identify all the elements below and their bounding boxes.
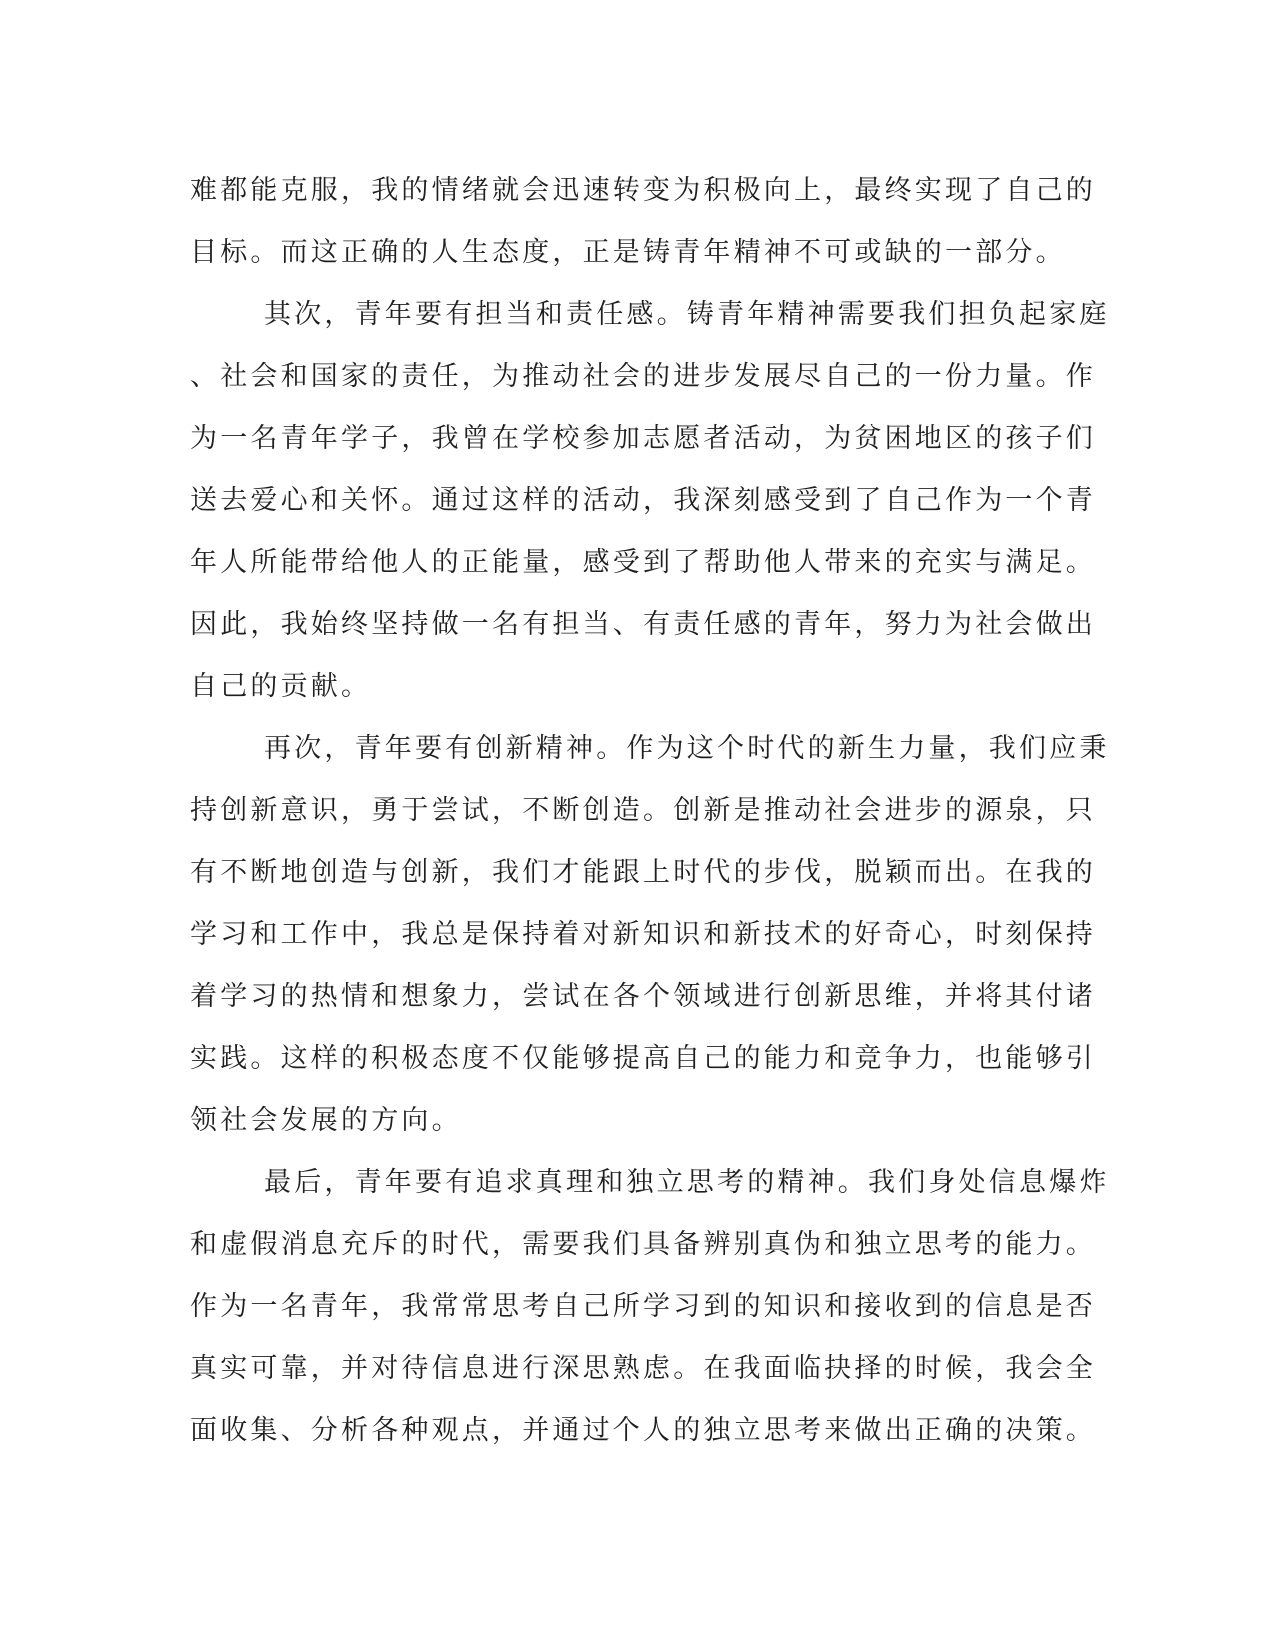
text-line: 目标。而这正确的人生态度，正是铸青年精神不可或缺的一部分。 (190, 237, 1066, 268)
text-line: 有不断地创造与创新，我们才能跟上时代的步伐，脱颖而出。在我的 (190, 857, 1096, 888)
text-line: 因此，我始终坚持做一名有担当、有责任感的青年，努力为社会做出 (190, 609, 1096, 640)
text-line: 自己的贡献。 (190, 671, 372, 702)
paragraph-start-line: 其次，青年要有担当和责任感。铸青年精神需要我们担负起家庭 (264, 299, 1110, 330)
document-body (190, 160, 1110, 1462)
text-line: 持创新意识，勇于尝试，不断创造。创新是推动社会进步的源泉，只 (190, 795, 1096, 826)
text-line: 作为一名青年，我常常思考自己所学习到的知识和接收到的信息是否 (190, 1291, 1096, 1322)
text-line: 、社会和国家的责任，为推动社会的进步发展尽自己的一份力量。作 (190, 361, 1096, 392)
text-line: 领社会发展的方向。 (190, 1105, 462, 1136)
text-line: 着学习的热情和想象力，尝试在各个领域进行创新思维，并将其付诸 (190, 981, 1096, 1012)
text-line: 真实可靠，并对待信息进行深思熟虑。在我面临抉择的时候，我会全 (190, 1353, 1096, 1384)
text-line: 难都能克服，我的情绪就会迅速转变为积极向上，最终实现了自己的 (190, 175, 1096, 206)
text-line: 学习和工作中，我总是保持着对新知识和新技术的好奇心，时刻保持 (190, 919, 1096, 950)
paragraph-start-line: 最后，青年要有追求真理和独立思考的精神。我们身处信息爆炸 (264, 1167, 1110, 1198)
text-line: 和虚假消息充斥的时代，需要我们具备辨别真伪和独立思考的能力。 (190, 1229, 1096, 1260)
text-line: 为一名青年学子，我曾在学校参加志愿者活动，为贫困地区的孩子们 (190, 423, 1096, 454)
text-line: 年人所能带给他人的正能量，感受到了帮助他人带来的充实与满足。 (190, 547, 1096, 578)
paragraph-start-line: 再次，青年要有创新精神。作为这个时代的新生力量，我们应秉 (264, 733, 1110, 764)
text-line: 实践。这样的积极态度不仅能够提高自己的能力和竞争力，也能够引 (190, 1043, 1096, 1074)
text-line: 面收集、分析各种观点，并通过个人的独立思考来做出正确的决策。 (190, 1415, 1096, 1446)
text-line: 送去爱心和关怀。通过这样的活动，我深刻感受到了自己作为一个青 (190, 485, 1096, 516)
